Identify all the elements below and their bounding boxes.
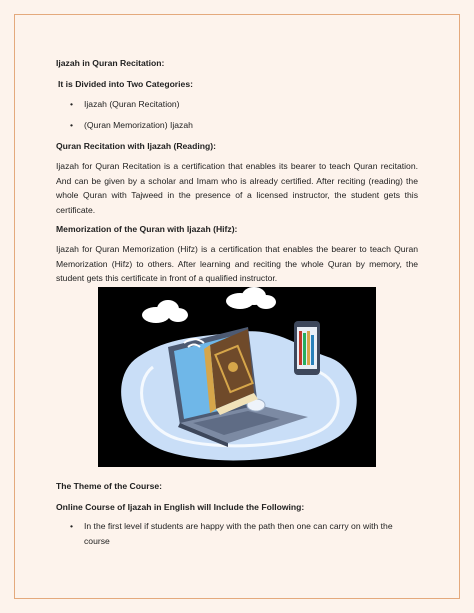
section-subtitle-categories: It is Divided into Two Categories: (58, 79, 193, 89)
section-subtitle-online-course: Online Course of Ijazah in English will Include the Following: (56, 502, 305, 512)
bullet-icon: • (70, 120, 74, 130)
phone-icon (294, 321, 320, 375)
section-title-ijazah: Ijazah in Quran Recitation: (56, 58, 165, 68)
online-quran-illustration (98, 287, 376, 467)
paragraph-memorization: Ijazah for Quran Memorization (Hifz) is a certification that enables the bearer to teach Quran Memorization (Hifz) to others. After learning and reciting the whole Quran by memory, the student gets this certificate in front of a qualified instructor. (56, 244, 418, 284)
bullet-icon: • (70, 99, 74, 109)
bullet-icon: • (70, 521, 74, 531)
paragraph-recitation: Ijazah for Quran Recitation is a certification that enables its bearer to teach Quran recitation. And can be given by a scholar and Imam who is already certified. After reciting (reading) the whole Quran with Tajweed in the presence of a licensed instructor, the student gets this certificate. (56, 161, 418, 215)
section-title-memorization: Memorization of the Quran with Ijazah (Hifz): (56, 224, 238, 234)
cloud-icon (226, 287, 276, 309)
section-title-recitation: Quran Recitation with Ijazah (Reading): (56, 141, 216, 151)
list-item: • Ijazah (Quran Recitation) (70, 97, 180, 112)
cloud-icon (142, 300, 188, 323)
list-item: • (Quran Memorization) Ijazah (70, 118, 193, 133)
section-title-theme: The Theme of the Course: (56, 481, 162, 491)
list-item: • In the first level if students are happy with the path then one can carry on with the course (70, 521, 393, 546)
